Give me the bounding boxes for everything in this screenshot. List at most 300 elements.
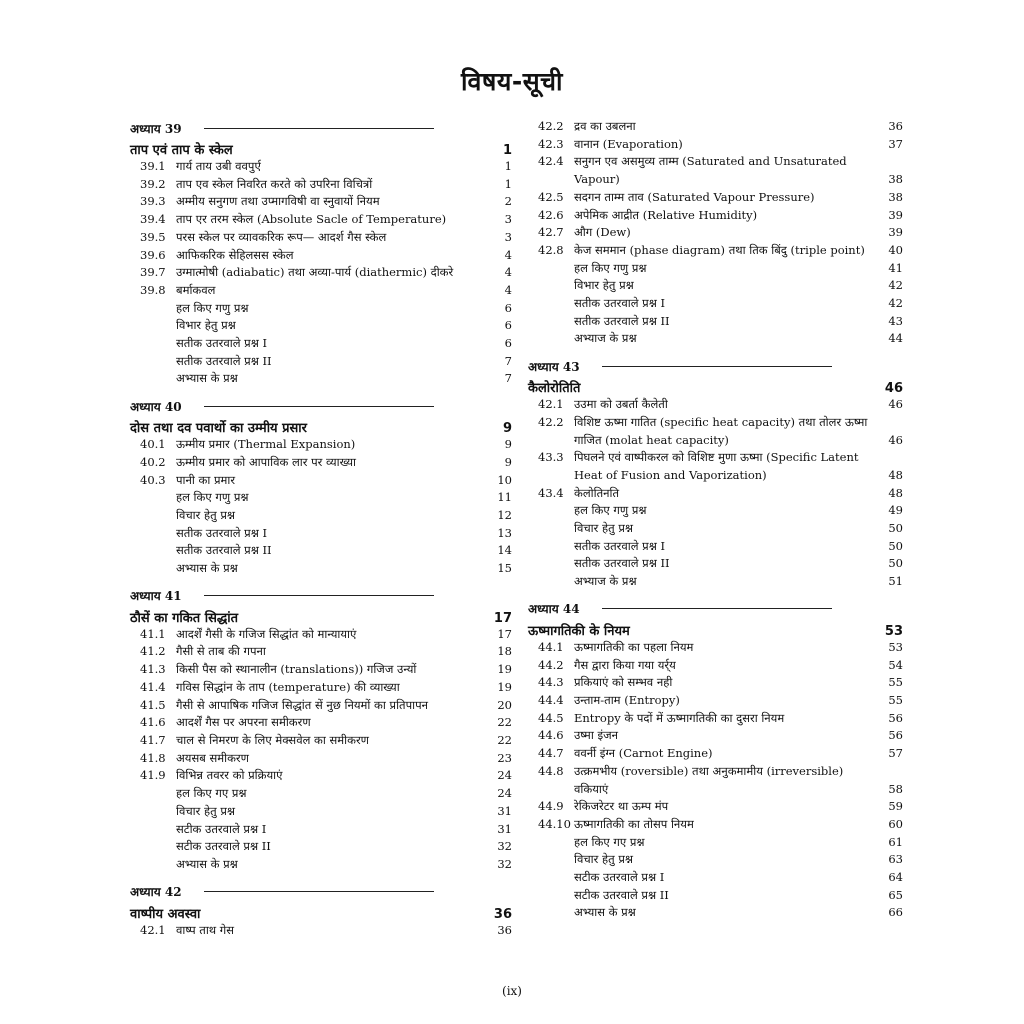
toc-entry-text: विभार हेतु प्रश्न	[574, 278, 634, 293]
toc-entry	[528, 763, 903, 798]
toc-entry-left	[528, 396, 668, 414]
toc-entry-page: 9	[504, 437, 512, 452]
toc-entry-page: 37	[888, 136, 903, 151]
toc-entry-left	[130, 229, 386, 247]
toc-entry-text: सतीक उतरवाले प्रश्न II	[176, 353, 272, 368]
toc-entry-page: 57	[888, 746, 903, 761]
toc-entry-page: 10	[497, 472, 512, 487]
toc-entry-page: 2	[504, 194, 512, 209]
toc-entry	[528, 745, 903, 763]
chapter-title-row	[130, 138, 512, 158]
toc-entry	[130, 626, 512, 644]
toc-entry-left	[130, 176, 372, 194]
toc-entry	[528, 674, 903, 692]
toc-entry	[130, 525, 512, 543]
toc-entry-page: 1	[504, 159, 512, 173]
toc-entry	[130, 507, 512, 525]
toc-entry-text: केलोतिनति	[574, 485, 620, 500]
chapter-heading-rule	[204, 595, 434, 596]
page-number-footer: (ix)	[502, 984, 522, 998]
toc-entry-page: 59	[888, 799, 903, 814]
toc-entry-number: 41.1	[140, 626, 166, 641]
toc-entry-page: 42	[888, 296, 903, 311]
toc-entry-page: 44	[888, 331, 903, 346]
toc-entry-page: 31	[497, 821, 512, 836]
toc-entry	[130, 229, 512, 247]
toc-entry-text: प्रकियाएं को सम्भव नही	[574, 675, 673, 690]
toc-entry	[528, 189, 903, 207]
toc-entry-left	[528, 657, 676, 675]
toc-entry-left	[528, 485, 619, 503]
toc-entry	[528, 136, 903, 154]
toc-entry	[528, 834, 903, 852]
toc-entry-text: किसी पैस को स्थानालीन (translations)) गजिज उन्यों	[176, 662, 417, 677]
chapter-heading-rule	[204, 891, 434, 892]
toc-entry-number: 41.9	[140, 768, 166, 783]
toc-entry-text: हल किए गए प्रश्न	[574, 834, 645, 849]
toc-entry-page: 38	[888, 189, 903, 204]
chapter-title-page: 17	[493, 610, 512, 626]
chapter-title-row	[130, 416, 512, 436]
toc-entry-number: 41.4	[140, 679, 166, 694]
toc-entry-page: 40	[888, 242, 903, 257]
toc-entry-left	[130, 436, 355, 454]
toc-entry-number: 44.10	[538, 816, 571, 831]
toc-entry	[130, 643, 512, 661]
toc-entry-left	[528, 414, 873, 449]
toc-entry-left	[130, 472, 235, 490]
chapter-block	[130, 882, 512, 940]
toc-entry	[130, 158, 512, 176]
toc-entry-text: Entropy के पदों में ऊष्मागतिकी का दुसरा नियम	[574, 710, 785, 725]
toc-entry	[528, 414, 903, 449]
toc-entry-text: हल किए गणु प्रश्न	[176, 300, 249, 315]
toc-entry-page: 38	[888, 172, 903, 187]
toc-entry-text: चाल से निमरण के लिए मेक्सवेल का समीकरण	[176, 732, 369, 747]
toc-entry-left	[130, 507, 235, 525]
toc-entry-left	[130, 353, 272, 371]
toc-entry	[130, 732, 512, 750]
toc-entry	[130, 661, 512, 679]
toc-entry-page: 22	[497, 732, 512, 747]
toc-entry-left	[528, 727, 618, 745]
toc-entry-text: बर्माकवल	[176, 282, 216, 297]
toc-entry-text: अयसब समीकरण	[176, 750, 249, 765]
toc-entry-text: वानान (Evaporation)	[574, 136, 683, 151]
toc-entry-left	[130, 282, 215, 300]
toc-entry-text: पानी का प्रमार	[176, 472, 236, 487]
toc-entry-page: 42	[888, 278, 903, 293]
toc-entry-text: गार्य ताय उबी ववपुर्ए	[176, 159, 261, 173]
toc-entry-left	[130, 300, 249, 318]
chapter-title-row	[130, 606, 512, 626]
toc-entry-number: 44.6	[538, 728, 564, 743]
toc-entry-page: 18	[497, 644, 512, 659]
toc-entry-text: अभ्याज के प्रश्न	[574, 574, 637, 589]
toc-entry-number: 39.4	[140, 212, 166, 227]
toc-entry	[130, 317, 512, 335]
toc-entry-number: 39.1	[140, 159, 166, 173]
toc-entry	[130, 714, 512, 732]
toc-entry-number: 40.2	[140, 454, 166, 469]
toc-entry-text: सतीक उतरवाले प्रश्न I	[574, 538, 666, 553]
toc-entry-left	[528, 277, 634, 295]
toc-entry-page: 4	[504, 265, 512, 280]
toc-entry-text: रेकिजरेटर था ऊम्प मंप	[574, 799, 669, 814]
chapter-42-continued	[528, 118, 903, 348]
toc-entry-left	[528, 798, 668, 816]
toc-entry-number: 42.6	[538, 207, 564, 222]
toc-entry	[130, 750, 512, 768]
toc-entry-text: द्रव का उबलना	[574, 119, 636, 133]
toc-entry-text: विचार हेतु प्रश्न	[574, 852, 634, 867]
toc-entry-text: आफिकरिक सेहिलसस स्केल	[176, 247, 294, 262]
toc-entry-text: सटीक उतरवाले प्रश्न II	[176, 839, 271, 854]
toc-entry	[528, 869, 903, 887]
chapter-heading	[528, 356, 903, 376]
toc-entry-text: उउमा को उबर्ता कैलेती	[574, 397, 668, 412]
toc-entry-page: 61	[888, 834, 903, 849]
toc-entry-page: 4	[504, 282, 512, 297]
toc-entry-text: गविस सिद्धांन के ताप (temperature) की व्याख्या	[176, 679, 400, 694]
toc-entry	[130, 436, 512, 454]
toc-entry-number: 41.7	[140, 732, 166, 747]
toc-entry	[528, 295, 903, 313]
toc-entry-number: 44.3	[538, 675, 564, 690]
toc-entry-left	[528, 538, 665, 556]
chapter-title-page: 9	[502, 421, 512, 437]
chapter-heading-rule	[602, 608, 832, 609]
toc-entry-page: 50	[888, 521, 903, 536]
page-title: विषय-सूची	[461, 67, 563, 96]
toc-entry	[130, 767, 512, 785]
toc-entry-left	[528, 851, 633, 869]
toc-entry-left	[528, 449, 873, 484]
toc-entry-page: 1	[504, 176, 512, 191]
chapter-heading-label: अध्याय 39	[130, 121, 182, 136]
toc-entry	[528, 224, 903, 242]
toc-entry-page: 11	[497, 490, 512, 505]
toc-entry-number: 44.2	[538, 657, 564, 672]
toc-entry-text: परस स्केल पर व्यावकरिक रूप— आदर्श गैस स्केल	[176, 229, 387, 244]
toc-entry-number: 43.3	[538, 450, 564, 465]
toc-entry-number: 41.6	[140, 715, 166, 730]
toc-entry-text: ऊम्मीय प्रमार (Thermal Expansion)	[176, 437, 356, 452]
toc-entry-left	[528, 260, 647, 278]
toc-entry-text: उन्ताम-ताम (Entropy)	[574, 692, 680, 707]
chapter-block	[130, 118, 512, 388]
toc-entry-page: 20	[497, 697, 512, 712]
toc-entry-page: 7	[504, 353, 512, 368]
toc-entry-text: सदगन ताम्म ताव (Saturated Vapour Pressure)	[574, 189, 815, 204]
toc-entry-text: उग्मात्मोषी (adiabatic) तथा अव्या-पार्य (diathermic) दीकरे	[176, 265, 454, 280]
toc-entry-page: 48	[888, 467, 903, 482]
toc-entry-left	[528, 313, 670, 331]
toc-entry-page: 6	[504, 318, 512, 333]
toc-entry	[528, 153, 903, 188]
toc-entry-page: 56	[888, 710, 903, 725]
chapter-title-row	[130, 902, 512, 922]
toc-entry-left	[528, 763, 873, 798]
toc-entry	[130, 838, 512, 856]
toc-entry-text: ऊष्मागतिकी का तोसप नियम	[574, 816, 694, 831]
toc-entry	[528, 207, 903, 225]
toc-entry-left	[528, 834, 645, 852]
toc-entry	[528, 449, 903, 484]
toc-entry-left	[528, 189, 815, 207]
toc-entry-number: 39.7	[140, 265, 166, 280]
chapter-title: ताप एवं ताप के स्केल	[130, 143, 233, 158]
toc-entry-left	[528, 295, 665, 313]
chapter-block	[130, 396, 512, 578]
toc-entry-number: 42.4	[538, 154, 564, 169]
toc-entry-text: सतीक उतरवाले प्रश्न I	[176, 336, 268, 351]
toc-entry-text: सटीक उतरवाले प्रश्न I	[574, 870, 665, 885]
toc-entry-text: सनुगन एव असमुव्य ताम्म (Saturated and Unsaturated Vapour)	[574, 154, 847, 187]
toc-entry-left	[130, 264, 453, 282]
toc-entry-text: हल किए गणु प्रश्न	[574, 503, 647, 518]
toc-entry-text: सतीक उतरवाले प्रश्न II	[574, 313, 670, 328]
toc-entry-number: 44.9	[538, 799, 564, 814]
toc-entry-page: 66	[888, 905, 903, 920]
chapter-heading-label: अध्याय 41	[130, 589, 182, 604]
toc-entry	[130, 353, 512, 371]
toc-entry-number: 41.8	[140, 750, 166, 765]
toc-entry	[130, 542, 512, 560]
toc-entry	[528, 242, 903, 260]
toc-entry-page: 23	[497, 750, 512, 765]
toc-entry-left	[130, 856, 238, 874]
toc-entry	[528, 692, 903, 710]
toc-entry-text: औग (Dew)	[574, 225, 631, 240]
toc-entry-number: 39.5	[140, 229, 166, 244]
toc-entry-left	[528, 573, 637, 591]
toc-entry-text: सतीक उतरवाले प्रश्न II	[574, 556, 670, 571]
toc-entry-page: 22	[497, 715, 512, 730]
toc-entry	[130, 454, 512, 472]
toc-entry-number: 39.6	[140, 247, 166, 262]
toc-entry-page: 17	[497, 626, 512, 641]
toc-entry-text: विचार हेतु प्रश्न	[176, 507, 236, 522]
toc-entry	[130, 282, 512, 300]
toc-entry-page: 24	[497, 768, 512, 783]
toc-entry-text: विचार हेतु प्रश्न	[176, 803, 236, 818]
toc-entry-left	[130, 643, 266, 661]
toc-entry-page: 49	[888, 503, 903, 518]
toc-entry	[130, 264, 512, 282]
toc-entry-page: 43	[888, 313, 903, 328]
toc-entry	[528, 260, 903, 278]
toc-entry-number: 43.4	[538, 485, 564, 500]
toc-entry-page: 51	[888, 574, 903, 589]
toc-entry-left	[528, 639, 693, 657]
chapter-heading	[130, 118, 512, 138]
toc-entry-page: 55	[888, 692, 903, 707]
toc-entry-text: हल किए गए प्रश्न	[176, 786, 247, 801]
toc-entry-text: अपेमिक आद्रीत (Relative Humidity)	[574, 207, 758, 222]
toc-entry	[528, 639, 903, 657]
toc-entry-left	[130, 489, 249, 507]
toc-entry-page: 46	[888, 432, 903, 447]
toc-entry-left	[528, 118, 636, 136]
chapter-title-page: 36	[493, 906, 512, 922]
toc-entry	[528, 887, 903, 905]
toc-entry-number: 39.2	[140, 176, 166, 191]
toc-entry	[130, 856, 512, 874]
toc-entry-left	[130, 732, 369, 750]
toc-entry	[528, 727, 903, 745]
toc-entry-page: 12	[497, 507, 512, 522]
toc-entry-left	[528, 555, 670, 573]
toc-entry-left	[130, 821, 266, 839]
toc-entry-left	[528, 887, 669, 905]
toc-entry-left	[528, 224, 631, 242]
toc-entry	[130, 821, 512, 839]
toc-entry-text: ताप एव स्केल निवरित करते को उपरिना विचित्रों	[176, 176, 373, 191]
toc-entry-left	[528, 674, 672, 692]
toc-entry	[528, 118, 903, 136]
toc-entry	[130, 922, 512, 940]
toc-entry-page: 58	[888, 781, 903, 796]
toc-entry-left	[528, 692, 680, 710]
toc-entry	[130, 560, 512, 578]
toc-entry-left	[528, 153, 873, 188]
toc-entry-page: 64	[888, 870, 903, 885]
chapter-block	[528, 599, 903, 922]
toc-entry-left	[528, 502, 647, 520]
toc-entry-text: वाष्प ताथ गेस	[176, 922, 235, 937]
toc-right-column	[528, 118, 903, 930]
toc-entry-page: 31	[497, 803, 512, 818]
toc-entry	[130, 211, 512, 229]
toc-entry	[130, 335, 512, 353]
toc-entry-left	[130, 317, 236, 335]
toc-entry-page: 19	[497, 679, 512, 694]
toc-entry-left	[528, 136, 683, 154]
toc-entry-left	[130, 750, 249, 768]
chapter-title: ऊष्मागतिकी के नियम	[528, 623, 630, 639]
toc-entry	[130, 300, 512, 318]
toc-entry-left	[528, 745, 713, 763]
toc-entry-number: 42.3	[538, 136, 564, 151]
chapter-title-row	[528, 376, 903, 396]
toc-entry-page: 50	[888, 538, 903, 553]
toc-entry-page: 48	[888, 485, 903, 500]
toc-entry-text: हल किए गणु प्रश्न	[574, 260, 647, 275]
chapter-heading	[130, 586, 512, 606]
chapter-title: दोस तथा दव पवार्थो का उम्मीय प्रसार	[130, 421, 307, 437]
chapter-heading-label: अध्याय 40	[130, 399, 182, 414]
toc-entry-left	[130, 785, 247, 803]
toc-entry-text: अभ्यास के प्रश्न	[574, 905, 636, 920]
toc-entry-left	[130, 922, 234, 940]
toc-entry-number: 42.1	[140, 922, 166, 937]
toc-entry-number: 44.7	[538, 746, 564, 761]
toc-entry-number: 44.5	[538, 710, 564, 725]
toc-entry-number: 42.2	[538, 414, 564, 429]
toc-entry-number: 42.1	[538, 397, 564, 412]
toc-entry-text: ववर्नी इंग्न (Carnot Engine)	[574, 746, 713, 761]
toc-entry-number: 42.8	[538, 242, 564, 257]
toc-entry-text: आदर्शें गैसी के गजिज सिद्धांत को मान्यायाएं	[176, 626, 357, 641]
toc-entry-number: 44.8	[538, 763, 564, 778]
chapter-heading-label: अध्याय 43	[528, 359, 580, 374]
toc-entry-page: 36	[497, 922, 512, 937]
toc-entry-number: 41.2	[140, 644, 166, 659]
toc-entry-page: 19	[497, 662, 512, 677]
toc-entry	[528, 657, 903, 675]
toc-entry-page: 39	[888, 225, 903, 240]
chapter-title: कैलोरोतिति	[528, 381, 581, 397]
toc-entry-page: 63	[888, 852, 903, 867]
toc-entry-number: 42.7	[538, 225, 564, 240]
toc-entry-number: 42.5	[538, 189, 564, 204]
toc-entry-left	[130, 370, 238, 388]
toc-entry	[528, 485, 903, 503]
toc-entry-text: विशिष्ट ऊष्मा गातित (specific heat capacity) तथा तोलर ऊष्मा गाजित (molat heat capacity)	[574, 414, 868, 447]
toc-entry	[130, 472, 512, 490]
toc-entry-left	[130, 661, 416, 679]
chapter-title-page: 1	[502, 143, 512, 158]
toc-entry-text: पिघलने एवं वाष्पीकरल को विशिष्ट मुणा ऊष्मा (Specific Latent Heat of Fusion and Vaporization)	[574, 450, 859, 482]
toc-entry-page: 41	[888, 260, 903, 275]
toc-entry-left	[130, 838, 271, 856]
toc-entry-page: 60	[888, 816, 903, 831]
toc-entry-page: 14	[497, 543, 512, 558]
toc-entry-text: आदर्शें गैस पर अपरना समीकरण	[176, 715, 311, 730]
toc-entry-text: अभ्याज के प्रश्न	[574, 331, 637, 346]
toc-entry	[528, 555, 903, 573]
toc-entry	[528, 538, 903, 556]
toc-entry	[130, 176, 512, 194]
toc-entry-text: उष्मा इंजन	[574, 728, 619, 743]
chapter-title-page: 46	[884, 381, 903, 397]
toc-entry-left	[528, 869, 664, 887]
toc-entry-text: गैसी से ताब की गपना	[176, 644, 266, 659]
toc-entry-left	[130, 247, 294, 265]
toc-entry-left	[130, 767, 283, 785]
toc-entry-left	[130, 335, 267, 353]
toc-entry-page: 6	[504, 300, 512, 315]
toc-entry	[528, 277, 903, 295]
toc-entry-number: 42.2	[538, 119, 564, 133]
toc-entry-page: 3	[504, 229, 512, 244]
toc-entry-text: सतीक उतरवाले प्रश्न I	[574, 296, 666, 311]
toc-entry-text: गैस द्वारा किया गया यर्र्य	[574, 657, 676, 672]
toc-entry	[528, 816, 903, 834]
toc-entry-page: 39	[888, 207, 903, 222]
chapter-block	[130, 586, 512, 874]
toc-entry-text: सतीक उतरवाले प्रश्न I	[176, 525, 268, 540]
toc-entry	[528, 904, 903, 922]
toc-entry	[528, 396, 903, 414]
toc-entry-page: 7	[504, 371, 512, 386]
toc-entry	[528, 330, 903, 348]
toc-entry-left	[130, 211, 446, 229]
toc-entry	[528, 710, 903, 728]
toc-entry-left	[130, 525, 267, 543]
toc-entry-number: 39.3	[140, 194, 166, 209]
toc-left-column	[130, 118, 512, 947]
chapter-title: वाष्पीय अवस्वा	[130, 906, 201, 922]
toc-entry-left	[130, 626, 356, 644]
toc-entry-page: 53	[888, 639, 903, 654]
toc-entry-left	[528, 330, 637, 348]
toc-entry	[528, 851, 903, 869]
toc-entry-left	[130, 542, 272, 560]
toc-entry	[528, 520, 903, 538]
toc-entry-left	[528, 207, 757, 225]
